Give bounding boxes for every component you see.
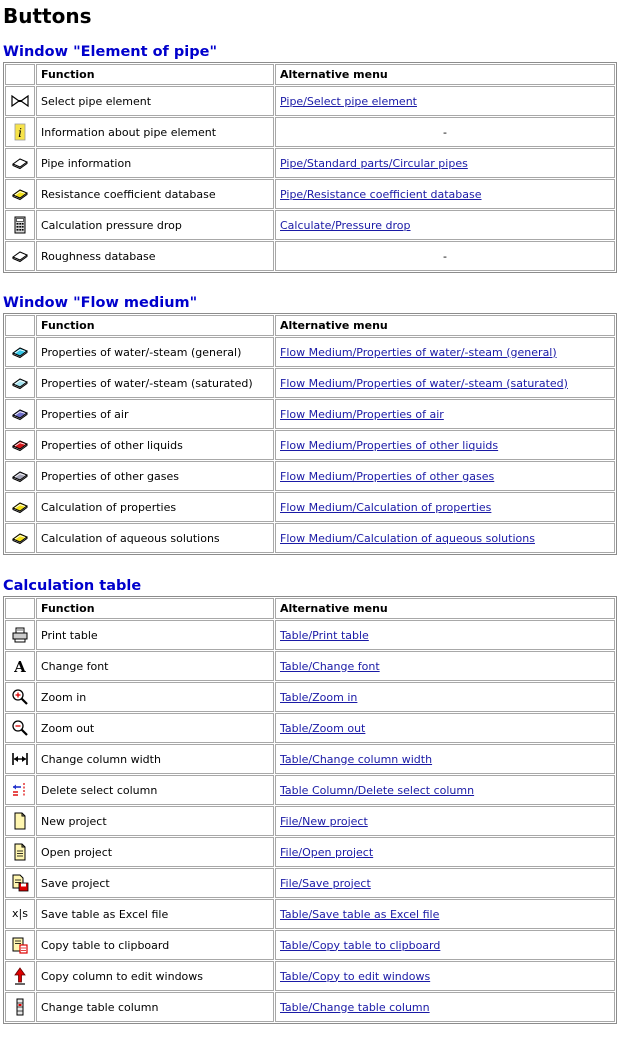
icon-cell: [5, 868, 35, 898]
book-lightcyan-icon[interactable]: [11, 374, 29, 392]
menu-link[interactable]: Table/Change column width: [280, 752, 433, 766]
icon-cell: [5, 368, 35, 398]
alternative-menu-cell: [275, 837, 615, 867]
table-row: [5, 775, 615, 805]
menu-link[interactable]: Pipe/Standard parts/Circular pipes: [280, 156, 468, 170]
no-menu-dash: -: [443, 125, 447, 139]
menu-link[interactable]: Table/Change font: [280, 659, 380, 673]
zoom-out-icon[interactable]: [11, 719, 29, 737]
function-label: Save project: [36, 868, 274, 898]
icon-cell: [5, 992, 35, 1022]
table-row: [5, 992, 615, 1022]
pipe-element-icon[interactable]: [11, 92, 29, 110]
xls-icon[interactable]: [11, 905, 29, 923]
icon-cell: [5, 806, 35, 836]
book-white-icon[interactable]: [11, 154, 29, 172]
section-title-element-of-pipe: Window "Element of pipe": [3, 44, 218, 60]
table-row: [5, 523, 615, 553]
book-yellow-icon[interactable]: [11, 498, 29, 516]
function-label: Calculation of aqueous solutions: [36, 523, 274, 553]
table-header: [5, 315, 615, 336]
table-row: [5, 86, 615, 116]
no-menu-dash: -: [443, 249, 447, 263]
table-row: [5, 337, 615, 367]
icon-cell: [5, 492, 35, 522]
icon-cell: [5, 523, 35, 553]
menu-link[interactable]: Table/Zoom out: [280, 721, 366, 735]
icon-cell: [5, 899, 35, 929]
menu-link[interactable]: Table/Zoom in: [280, 690, 358, 704]
menu-link[interactable]: Flow Medium/Properties of other liquids: [280, 438, 499, 452]
menu-link[interactable]: Table/Save table as Excel file: [280, 907, 440, 921]
function-label: Zoom out: [36, 713, 274, 743]
header-function: Function: [36, 64, 274, 85]
menu-link[interactable]: Table/Change table column: [280, 1000, 430, 1014]
book-red-icon[interactable]: [11, 436, 29, 454]
alternative-menu-cell: [275, 899, 615, 929]
header-alternative-menu: Alternative menu: [275, 64, 615, 85]
function-label: Open project: [36, 837, 274, 867]
header-icon-cell: [5, 315, 35, 336]
function-label: Select pipe element: [36, 86, 274, 116]
header-alternative-menu: Alternative menu: [275, 315, 615, 336]
save-file-icon[interactable]: [11, 874, 29, 892]
book-yellow-icon[interactable]: [11, 185, 29, 203]
function-label: Information about pipe element: [36, 117, 274, 147]
alternative-menu-cell: [275, 806, 615, 836]
icon-cell: [5, 713, 35, 743]
function-label: Resistance coefficient database: [36, 179, 274, 209]
function-label: Delete select column: [36, 775, 274, 805]
table-flow-medium: [3, 313, 617, 555]
icon-cell: [5, 837, 35, 867]
zoom-in-icon[interactable]: [11, 688, 29, 706]
alternative-menu-cell: [275, 148, 615, 178]
alternative-menu-cell: [275, 992, 615, 1022]
function-label: Print table: [36, 620, 274, 650]
table-row: [5, 806, 615, 836]
alternative-menu-cell: [275, 117, 615, 147]
table-row: [5, 930, 615, 960]
icon-cell: [5, 744, 35, 774]
menu-link[interactable]: Calculate/Pressure drop: [280, 218, 411, 232]
icon-cell: [5, 775, 35, 805]
table-row: [5, 682, 615, 712]
alternative-menu-cell: [275, 523, 615, 553]
alternative-menu-cell: [275, 868, 615, 898]
alternative-menu-cell: [275, 399, 615, 429]
menu-link[interactable]: Table/Print table: [280, 628, 369, 642]
page-title: Buttons: [3, 4, 92, 28]
icon-cell: [5, 930, 35, 960]
icon-cell: [5, 682, 35, 712]
arrow-up-red-icon[interactable]: [11, 967, 29, 985]
menu-link[interactable]: File/Open project: [280, 845, 374, 859]
function-label: Calculation of properties: [36, 492, 274, 522]
function-label: Roughness database: [36, 241, 274, 271]
table-row: [5, 368, 615, 398]
menu-link[interactable]: Flow Medium/Calculation of aqueous solutions: [280, 531, 535, 545]
alternative-menu-cell: [275, 492, 615, 522]
function-label: Zoom in: [36, 682, 274, 712]
alternative-menu-cell: [275, 210, 615, 240]
menu-link[interactable]: Table/Copy to edit windows: [280, 969, 431, 983]
table-header: [5, 64, 615, 85]
table-row: [5, 179, 615, 209]
table-row: [5, 461, 615, 491]
book-cyan-icon[interactable]: [11, 343, 29, 361]
alternative-menu-cell: [275, 961, 615, 991]
icon-cell: [5, 241, 35, 271]
font-icon[interactable]: [11, 657, 29, 675]
menu-link[interactable]: Flow Medium/Properties of water/-steam (saturated): [280, 376, 568, 390]
alternative-menu-cell: [275, 620, 615, 650]
icon-cell: [5, 86, 35, 116]
table-row: [5, 117, 615, 147]
header-icon-cell: [5, 64, 35, 85]
menu-link[interactable]: File/New project: [280, 814, 368, 828]
alternative-menu-cell: [275, 713, 615, 743]
alternative-menu-cell: [275, 241, 615, 271]
table-row: [5, 399, 615, 429]
table-row: [5, 837, 615, 867]
header-icon-cell: [5, 598, 35, 619]
table-row: [5, 713, 615, 743]
alternative-menu-cell: [275, 337, 615, 367]
header-function: Function: [36, 598, 274, 619]
alternative-menu-cell: [275, 651, 615, 681]
svg-text:i: i: [18, 126, 22, 140]
menu-link[interactable]: Table Column/Delete select column: [280, 783, 475, 797]
icon-cell: [5, 399, 35, 429]
menu-link[interactable]: Flow Medium/Properties of air: [280, 407, 444, 421]
table-calculation-table: [3, 596, 617, 1024]
svg-text:A: A: [14, 658, 26, 675]
alternative-menu-cell: [275, 179, 615, 209]
function-label: Change font: [36, 651, 274, 681]
function-label: New project: [36, 806, 274, 836]
table-row: [5, 210, 615, 240]
table-row: [5, 744, 615, 774]
function-label: Pipe information: [36, 148, 274, 178]
section-title-calculation-table: Calculation table: [3, 578, 142, 594]
alternative-menu-cell: [275, 775, 615, 805]
icon-cell: [5, 117, 35, 147]
section-title-flow-medium: Window "Flow medium": [3, 295, 198, 311]
icon-cell: [5, 210, 35, 240]
delete-column-icon[interactable]: [11, 781, 29, 799]
table-row: [5, 430, 615, 460]
function-label: Change column width: [36, 744, 274, 774]
alternative-menu-cell: [275, 930, 615, 960]
calculator-icon[interactable]: [11, 216, 29, 234]
table-row: [5, 899, 615, 929]
icon-cell: [5, 651, 35, 681]
header-function: Function: [36, 315, 274, 336]
menu-link[interactable]: Table/Copy table to clipboard: [280, 938, 441, 952]
alternative-menu-cell: [275, 744, 615, 774]
icon-cell: [5, 961, 35, 991]
icon-cell: [5, 337, 35, 367]
table-row: [5, 651, 615, 681]
table-element-of-pipe: [3, 62, 617, 273]
function-label: Properties of air: [36, 399, 274, 429]
table-header: [5, 598, 615, 619]
header-alternative-menu: Alternative menu: [275, 598, 615, 619]
table-column-icon[interactable]: [11, 998, 29, 1016]
function-label: Properties of other gases: [36, 461, 274, 491]
table-row: [5, 148, 615, 178]
book-yellow-icon[interactable]: [11, 529, 29, 547]
function-label: Change table column: [36, 992, 274, 1022]
function-label: Properties of water/-steam (general): [36, 337, 274, 367]
icon-cell: [5, 620, 35, 650]
icon-cell: [5, 148, 35, 178]
book-gray-icon[interactable]: [11, 467, 29, 485]
table-row: [5, 492, 615, 522]
clipboard-icon[interactable]: [11, 936, 29, 954]
table-row: [5, 868, 615, 898]
menu-link[interactable]: Flow Medium/Properties of water/-steam (general): [280, 345, 557, 359]
alternative-menu-cell: [275, 368, 615, 398]
alternative-menu-cell: [275, 86, 615, 116]
function-label: Properties of other liquids: [36, 430, 274, 460]
new-file-icon[interactable]: [11, 812, 29, 830]
xls-icon-label: x|s: [12, 907, 28, 920]
book-blue-icon[interactable]: [11, 405, 29, 423]
menu-link[interactable]: Flow Medium/Calculation of properties: [280, 500, 492, 514]
function-label: Save table as Excel file: [36, 899, 274, 929]
alternative-menu-cell: [275, 430, 615, 460]
table-row: [5, 961, 615, 991]
function-label: Calculation pressure drop: [36, 210, 274, 240]
menu-link[interactable]: Pipe/Select pipe element: [280, 94, 417, 108]
open-file-icon[interactable]: [11, 843, 29, 861]
icon-cell: [5, 179, 35, 209]
table-row: [5, 241, 615, 271]
icon-cell: [5, 461, 35, 491]
alternative-menu-cell: [275, 682, 615, 712]
icon-cell: [5, 430, 35, 460]
menu-link[interactable]: Pipe/Resistance coefficient database: [280, 187, 482, 201]
column-width-icon[interactable]: [11, 750, 29, 768]
info-icon[interactable]: [11, 123, 29, 141]
function-label: Copy table to clipboard: [36, 930, 274, 960]
alternative-menu-cell: [275, 461, 615, 491]
menu-link[interactable]: Flow Medium/Properties of other gases: [280, 469, 495, 483]
function-label: Copy column to edit windows: [36, 961, 274, 991]
printer-icon[interactable]: [11, 626, 29, 644]
function-label: Properties of water/-steam (saturated): [36, 368, 274, 398]
menu-link[interactable]: File/Save project: [280, 876, 371, 890]
book-white-icon[interactable]: [11, 247, 29, 265]
table-row: [5, 620, 615, 650]
